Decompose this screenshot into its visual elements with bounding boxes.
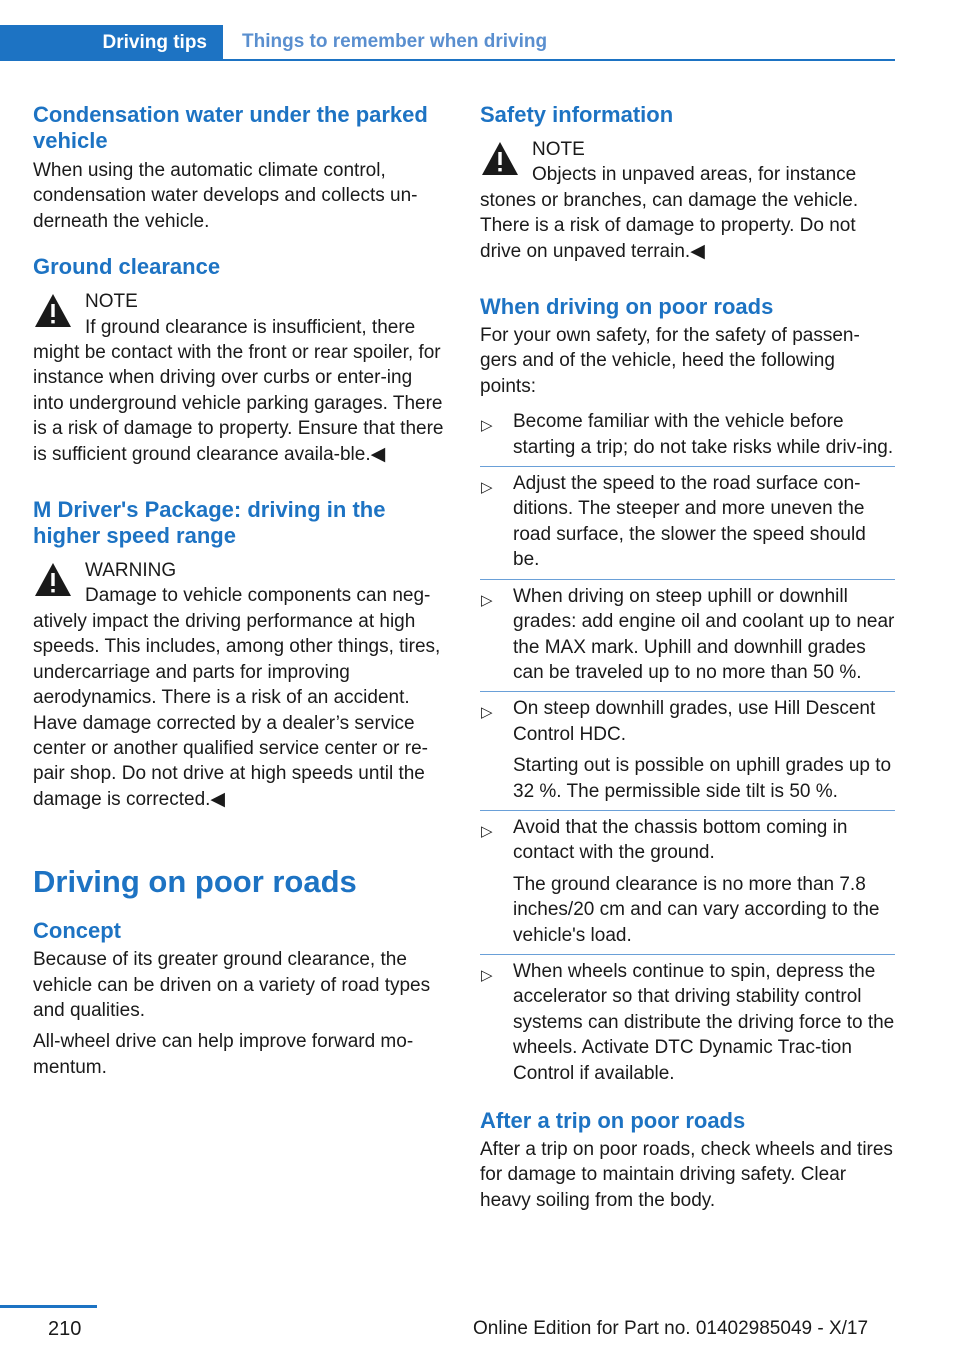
concept-text-1: Because of its greater ground clearance, the vehicle can be driven on a variety of road types and qualities. [33,949,431,1021]
edition-info: Online Edition for Part no. 01402985049 - X/17 [473,1318,869,1339]
safety-heading: Safety information [480,102,674,127]
list-item-detail: The ground clearance is no more than 7.8 inches/20 cm and can vary according to the vehicle's load. [513,873,880,946]
list-item [480,811,895,955]
warning-text: Damage to vehicle components can neg-atively impact the driving performance at high speeds. This includes, among other things, tires, undercarriage and parts for improving aerodynamics. There is a risk of an accident. Have damage corrected by a dealer’s service center or another qualified service center or re-pair shop. Do not drive at high speeds until the damage is corrected.◀ [33,585,441,810]
list-item [480,955,895,1092]
note-text: Objects in unpaved areas, for instance stones or branches, can damage the vehicle. There is a risk of damage to property. Do not drive on unpaved terrain.◀ [480,164,859,262]
warning-triangle-icon [33,561,73,598]
when-driving-heading: When driving on poor roads [480,294,774,320]
bullet-triangle-icon: ▷ [481,704,493,722]
section-tab[interactable]: Things to remember when driving [223,25,895,61]
condensation-heading: Condensation water under the parked vehicle [33,102,428,153]
list-item [480,692,895,811]
bullet-triangle-icon: ▷ [481,591,493,609]
right-column [480,102,895,1213]
list-item [480,467,895,580]
concept-heading: Concept [33,918,121,944]
list-item-text: On steep downhill grades, use Hill Descent Control HDC. [513,698,876,745]
after-trip-text: After a trip on poor roads, check wheels and tires for damage to maintain driving safety. Clear heavy soiling from the body. [480,1139,893,1211]
poor-roads-heading: Driving on poor roads [33,864,357,900]
bullet-triangle-icon: ▷ [481,822,493,840]
bullet-triangle-icon: ▷ [481,417,493,435]
note-text: If ground clearance is insufficient, there might be contact with the front or rear spoiler, for instance when driving over curbs or enter-ing into underground vehicle parking garages. There is a risk of damage to property. Ensure that there is sufficient ground clearance availa-ble.◀ [33,316,444,465]
poor-roads-list [480,405,895,1092]
chapter-tab[interactable]: Driving tips [0,25,223,61]
safety-note [480,136,895,264]
warning-triangle-icon [480,140,520,177]
warning-label: WARNING [85,560,177,582]
m-driver-warning [33,557,448,812]
bullet-triangle-icon: ▷ [481,966,493,984]
list-item-text: Adjust the speed to the road surface con-ditions. The steeper and more uneven the road surface, the slower the speed should be. [513,473,866,571]
concept-text-2: All-wheel drive can help improve forward mo-mentum. [33,1031,414,1078]
left-column [33,102,448,1080]
m-driver-heading: M Driver's Package: driving in the higher speed range [33,497,386,549]
page-header [0,25,895,61]
warning-triangle-icon [33,292,73,329]
condensation-text: When using the automatic climate control, condensation water develops and collects un-derneath the vehicle. [33,160,418,232]
page-number: 210 [48,1318,82,1340]
after-trip-heading: After a trip on poor roads [480,1108,746,1133]
note-label: NOTE [532,139,585,160]
ground-clearance-heading: Ground clearance [33,254,221,280]
list-item [480,405,895,467]
footer-rule [0,1305,97,1308]
bullet-triangle-icon: ▷ [481,479,493,497]
when-driving-text: For your own safety, for the safety of passen-gers and of the vehicle, heed the following points: [480,325,860,397]
list-item-text: When driving on steep uphill or downhill grades: add engine oil and coolant up to near the MAX mark. Uphill and downhill grades can be traveled up to no more than 50 %. [513,585,895,683]
list-item-text: Avoid that the chassis bottom coming in contact with the ground. [513,816,848,864]
note-label: NOTE [85,291,138,313]
list-item [480,580,895,693]
ground-clearance-note [33,288,448,467]
list-item-text: When wheels continue to spin, depress the accelerator so that driving stability control systems can distribute the driving force to the wheels. Activate DTC Dynamic Trac-tion Control if available. [513,960,895,1084]
list-item-text: Become familiar with the vehicle before starting a trip; do not take risks while driv-ing. [513,411,894,458]
list-item-detail: Starting out is possible on uphill grades up to 32 %. The permissible side tilt is 50 %. [513,755,892,802]
